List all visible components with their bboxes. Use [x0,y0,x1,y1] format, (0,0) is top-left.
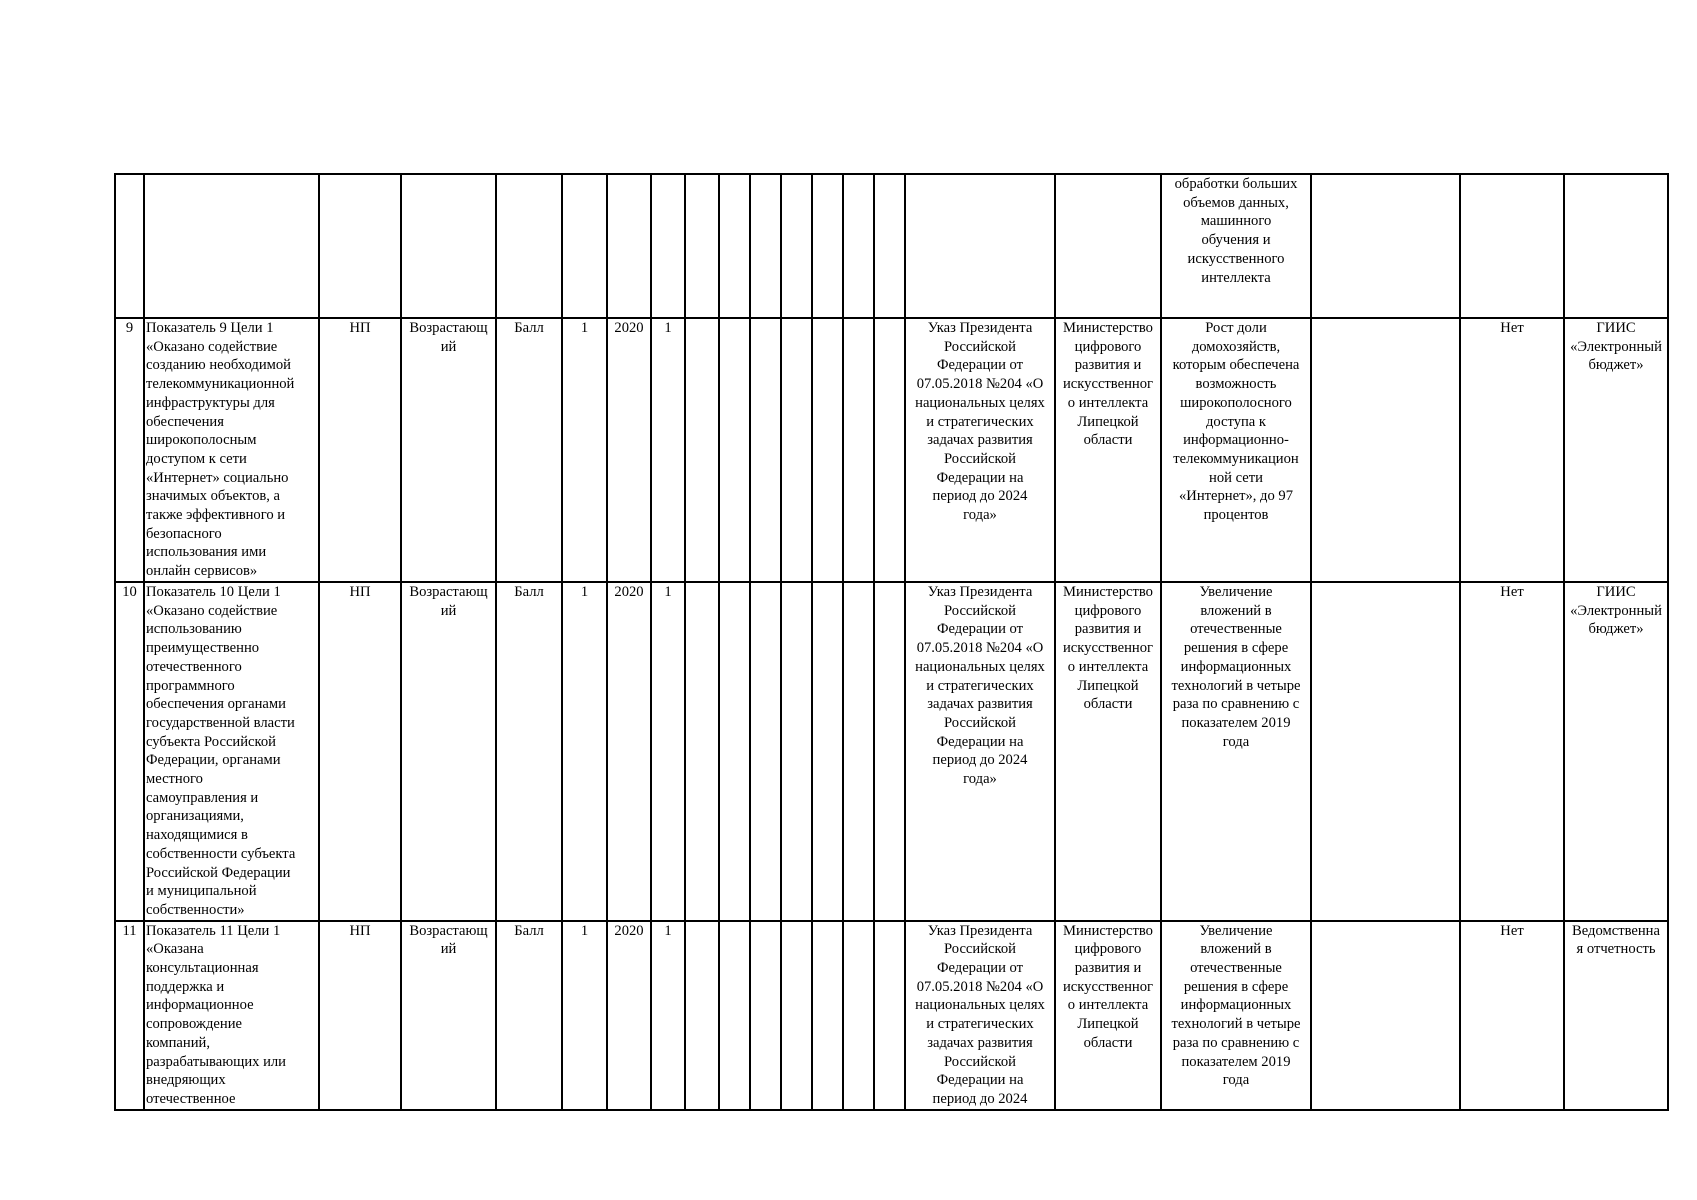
empty-cell [781,318,812,582]
document-cell: Указ Президента Российской Федерации от 07.05.2018 №204 «О национальных целях и стратегических задачах развития Российской Федерации на период до 2024 года» [905,582,1055,921]
empty-cell [401,174,496,318]
flag-cell: Нет [1460,921,1564,1110]
table-row [115,582,1668,921]
link-cell: Увеличение вложений в отечественные решения в сфере информационных технологий в четыре раза по сравнению с показателем 2019 года [1161,921,1311,1110]
empty-cell [719,582,750,921]
empty-cell [781,921,812,1110]
document-cell: Указ Президента Российской Федерации от 07.05.2018 №204 «О национальных целях и стратегических задачах развития Российской Федерации на период до 2024 года» [905,318,1055,582]
table-row [115,174,1668,318]
indicator-name: Показатель 10 Цели 1 «Оказано содействие использованию преимущественно отечественного программного обеспечения органами государственной власти субъекта Российской Федерации, органами местного самоуправления и организациями, находящимися в собственности субъекта Российской Федерации и муниципальной собственности» [144,582,319,921]
empty-cell [115,174,144,318]
table-row [115,318,1668,582]
empty-cell [874,582,905,921]
empty-cell [750,582,781,921]
empty-cell [1564,174,1668,318]
link-cell: Рост доли домохозяйств, которым обеспечена возможность широкополосного доступа к информационно- телекоммуникацион ной сети «Интернет», до 97 процентов [1161,318,1311,582]
empty-cell [685,921,719,1110]
info-system-cell: ГИИС «Электронный бюджет» [1564,318,1668,582]
base-value-cell: 1 [562,921,607,1110]
empty-cell [750,921,781,1110]
base-value-cell: 1 [562,318,607,582]
empty-cell [874,921,905,1110]
indicator-name: Показатель 9 Цели 1 «Оказано содействие созданию необходимой телекоммуникационной инфраструктуры для обеспечения широкополосным доступом к сети «Интернет» социально значимых объектов, а также эффективного и безопасного использования ими онлайн сервисов» [144,318,319,582]
empty-cell [651,174,685,318]
empty-cell [812,318,843,582]
empty-cell [812,582,843,921]
unit-cell: Балл [496,318,562,582]
level-cell: НП [319,921,401,1110]
indicator-name: Показатель 11 Цели 1 «Оказана консультационная поддержка и информационное сопровождение компаний, разрабатывающих или внедряющих отечественное [144,921,319,1110]
empty-cell [1311,318,1460,582]
empty-cell [719,921,750,1110]
base-value-cell: 1 [562,582,607,921]
empty-cell [843,921,874,1110]
base-year-cell: 2020 [607,921,651,1110]
empty-cell [750,318,781,582]
link-cell: Увеличение вложений в отечественные решения в сфере информационных технологий в четыре раза по сравнению с показателем 2019 года [1161,582,1311,921]
empty-cell [1460,174,1564,318]
value-cell: 1 [651,318,685,582]
flag-cell: Нет [1460,318,1564,582]
empty-cell [719,174,750,318]
empty-cell [562,174,607,318]
link-cell: обработки больших объемов данных, машинного обучения и искусственного интеллекта [1161,174,1311,318]
empty-cell [685,582,719,921]
value-cell: 1 [651,582,685,921]
row-number: 10 [115,582,144,921]
empty-cell [1055,174,1161,318]
responsible-cell: Министерство цифрового развития и искусственног о интеллекта Липецкой области [1055,318,1161,582]
empty-cell [874,174,905,318]
empty-cell [812,921,843,1110]
info-system-cell: ГИИС «Электронный бюджет» [1564,582,1668,921]
empty-cell [1311,582,1460,921]
base-year-cell: 2020 [607,318,651,582]
row-number: 9 [115,318,144,582]
empty-cell [496,174,562,318]
empty-cell [874,318,905,582]
trend-cell: Возрастающ ий [401,318,496,582]
responsible-cell: Министерство цифрового развития и искусственног о интеллекта Липецкой области [1055,582,1161,921]
document-cell: Указ Президента Российской Федерации от 07.05.2018 №204 «О национальных целях и стратегических задачах развития Российской Федерации на период до 2024 [905,921,1055,1110]
empty-cell [1311,174,1460,318]
level-cell: НП [319,582,401,921]
info-system-cell: Ведомственна я отчетность [1564,921,1668,1110]
empty-cell [750,174,781,318]
empty-cell [685,318,719,582]
value-cell: 1 [651,921,685,1110]
table-row [115,921,1668,1110]
trend-cell: Возрастающ ий [401,921,496,1110]
empty-cell [719,318,750,582]
row-number: 11 [115,921,144,1110]
trend-cell: Возрастающ ий [401,582,496,921]
empty-cell [607,174,651,318]
empty-cell [843,318,874,582]
base-year-cell: 2020 [607,582,651,921]
level-cell: НП [319,318,401,582]
flag-cell: Нет [1460,582,1564,921]
empty-cell [812,174,843,318]
empty-cell [781,174,812,318]
empty-cell [144,174,319,318]
empty-cell [781,582,812,921]
empty-cell [685,174,719,318]
unit-cell: Балл [496,582,562,921]
empty-cell [843,174,874,318]
indicators-table [114,173,1669,1111]
empty-cell [319,174,401,318]
empty-cell [843,582,874,921]
unit-cell: Балл [496,921,562,1110]
responsible-cell: Министерство цифрового развития и искусственног о интеллекта Липецкой области [1055,921,1161,1110]
empty-cell [905,174,1055,318]
empty-cell [1311,921,1460,1110]
